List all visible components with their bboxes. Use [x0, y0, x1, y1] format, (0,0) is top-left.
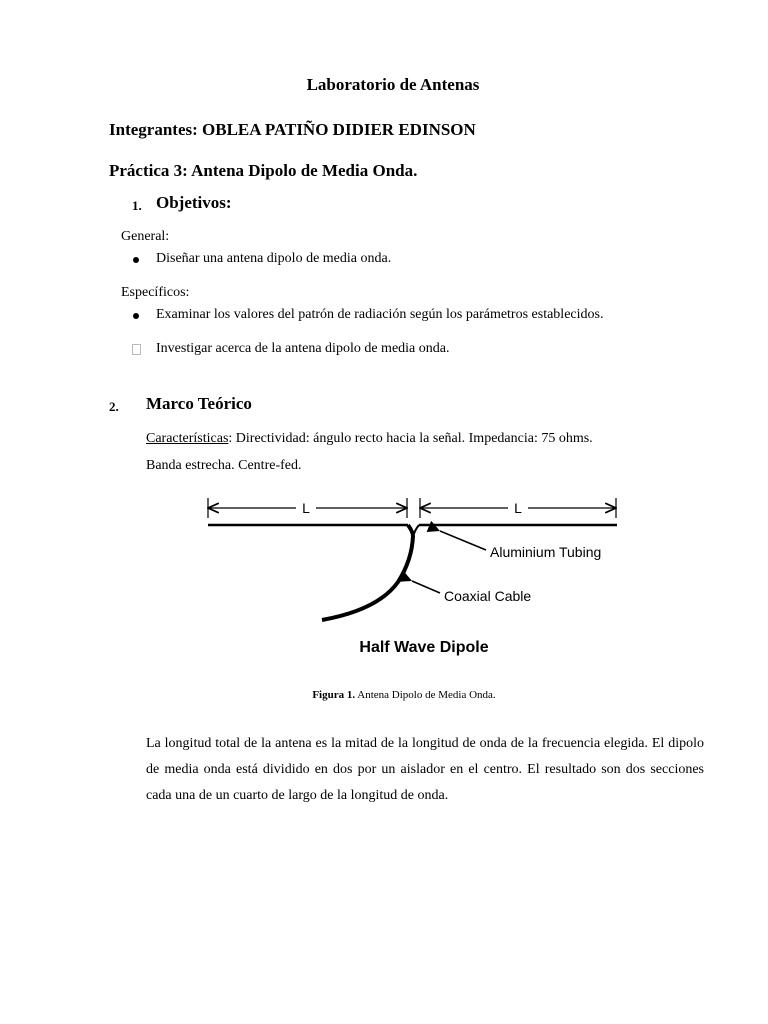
integrantes-names: OBLEA PATIÑO DIDIER EDINSON: [202, 120, 476, 139]
coaxial-cable-line: [322, 525, 413, 620]
dimension-label-left: L: [302, 500, 310, 516]
dimension-label-right: L: [514, 500, 522, 516]
practica-heading: Práctica 3: Antena Dipolo de Media Onda.: [109, 161, 418, 180]
caracteristicas-line: [146, 431, 593, 447]
general-item: Diseñar una antena dipolo de media onda.: [156, 251, 392, 266]
coax-pointer-arrow: [412, 581, 440, 593]
caracteristicas-text: : Directividad: ángulo recto hacia la señal. Impedancia: 75 ohms.: [228, 431, 593, 446]
caracteristicas-text-2: Banda estrecha. Centre-fed.: [146, 458, 302, 473]
bullet-dot-icon: [133, 257, 139, 263]
body-paragraph: La longitud total de la antena es la mitad de la longitud de onda de la frecuencia elegida. El dipolo de media onda está dividido en dos por un aislador en el centro. El resultado son dos secciones cada una de un cuarto de largo de la longitud de onda.: [146, 736, 704, 803]
section2-title: Marco Teórico: [146, 394, 252, 413]
tubing-pointer-arrow: [440, 531, 486, 550]
half-wave-dipole-diagram: [0, 490, 768, 660]
especificos-item-2: Investigar acerca de la antena dipolo de media onda.: [156, 341, 450, 356]
label-coaxial-cable: Coaxial Cable: [444, 588, 532, 604]
caption-text: Antena Dipolo de Media Onda.: [357, 689, 496, 701]
figure-caption: [0, 689, 768, 701]
general-label: General:: [121, 229, 170, 244]
especificos-label: Específicos:: [121, 285, 190, 300]
integrantes-label: Integrantes:: [109, 120, 198, 139]
document-title: Laboratorio de Antenas: [306, 75, 480, 94]
bullet-dot-icon: [133, 313, 139, 319]
diagram-title: Half Wave Dipole: [359, 639, 489, 656]
caption-label: Figura 1.: [312, 689, 356, 701]
section1-number: 1.: [132, 198, 142, 213]
caracteristicas-label: Características: [146, 431, 229, 446]
especificos-item-1: Examinar los valores del patrón de radiación según los parámetros establecidos.: [156, 307, 604, 322]
section1-title: Objetivos:: [156, 193, 232, 212]
section2-number: 2.: [109, 399, 119, 414]
label-aluminium-tubing: Aluminium Tubing: [490, 544, 602, 560]
integrantes-line: [109, 120, 476, 140]
bullet-box-icon: [132, 344, 141, 355]
